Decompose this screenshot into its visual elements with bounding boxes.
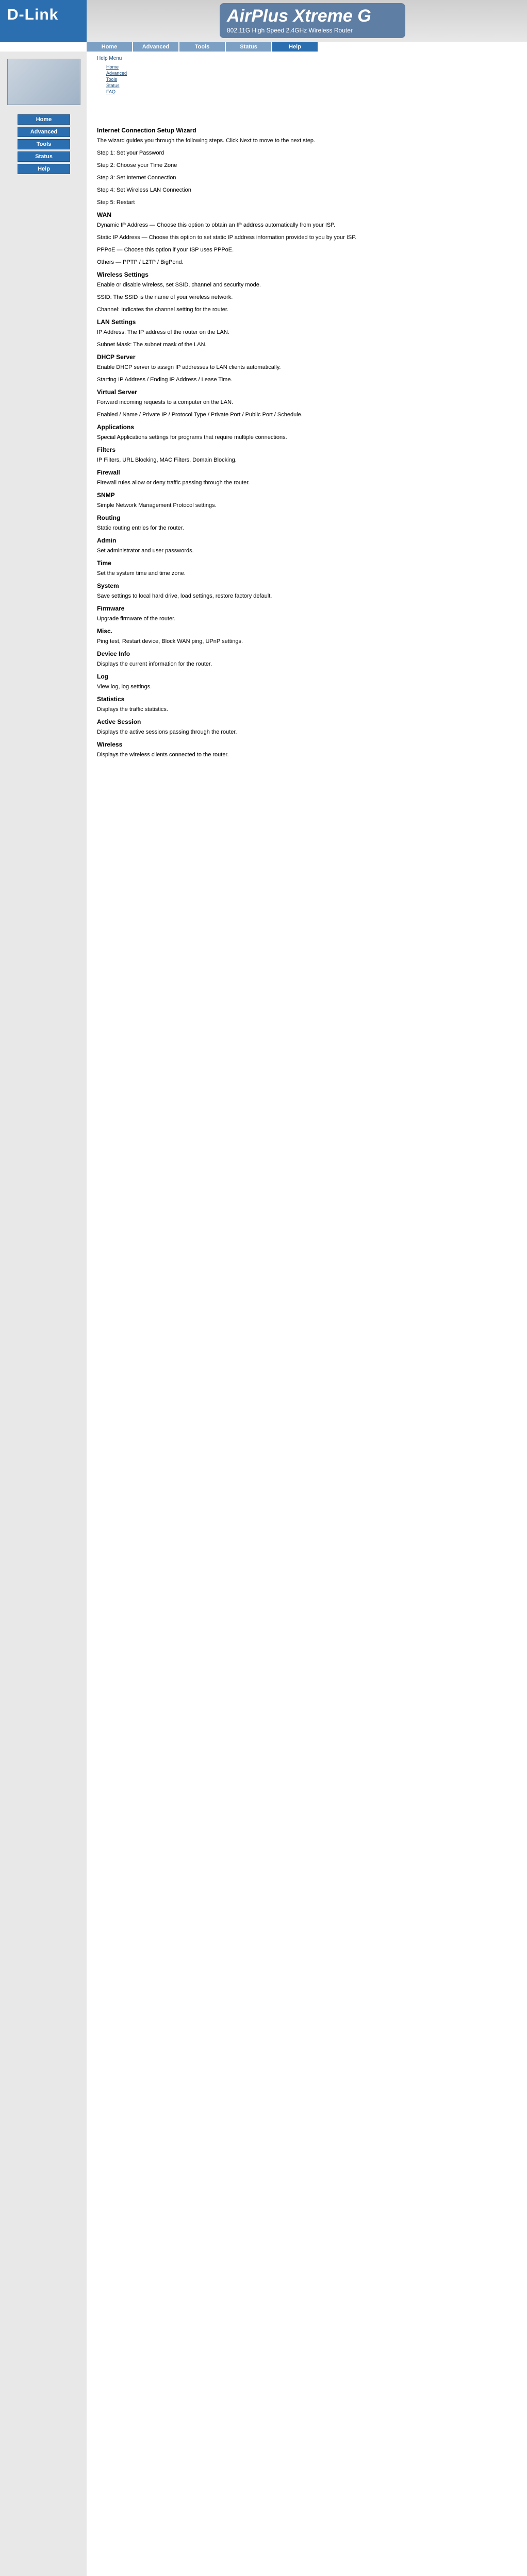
paragraph: Save settings to local hard drive, load settings, restore factory default. (97, 593, 272, 599)
router-image (7, 59, 80, 105)
section-title: Filters (97, 446, 116, 453)
paragraph: Forward incoming requests to a computer on the LAN. (97, 399, 234, 405)
help-text (97, 122, 509, 2576)
help-section (97, 514, 509, 532)
help-section (97, 560, 509, 577)
paragraph: Others — PPTP / L2TP / BigPond. (97, 259, 184, 265)
help-section (97, 718, 509, 736)
paragraph: Static IP Address — Choose this option to set static IP address information provided to you by your ISP. (97, 234, 357, 241)
product-badge (220, 3, 405, 38)
help-section (97, 628, 509, 645)
help-index-link-status[interactable]: Status (106, 83, 120, 88)
section-title: Wireless (97, 741, 123, 748)
help-section (97, 423, 509, 441)
sidebar-button-advanced[interactable]: Advanced (18, 127, 70, 137)
help-section (97, 318, 509, 348)
breadcrumb: Help Menu (97, 56, 122, 61)
tab-status[interactable]: Status (226, 42, 272, 52)
help-section (97, 650, 509, 668)
paragraph: Set the system time and time zone. (97, 570, 186, 577)
section-title: SNMP (97, 492, 115, 499)
sidebar (0, 52, 87, 2576)
tab-help[interactable]: Help (272, 42, 319, 52)
paragraph: Displays the traffic statistics. (97, 706, 168, 713)
paragraph: Dynamic IP Address — Choose this option to obtain an IP address automatically from your ISP. (97, 222, 336, 228)
paragraph: Displays the wireless clients connected to the router. (97, 752, 229, 758)
paragraph: IP Filters, URL Blocking, MAC Filters, Domain Blocking. (97, 457, 237, 463)
header (0, 0, 527, 42)
help-index-link-advanced[interactable]: Advanced (106, 71, 127, 76)
help-index-link-faq[interactable]: FAQ (106, 89, 116, 94)
paragraph: Firewall rules allow or deny traffic passing through the router. (97, 480, 250, 486)
paragraph: Ping test, Restart device, Block WAN ping, UPnP settings. (97, 638, 243, 645)
help-section (97, 127, 509, 206)
help-section (97, 673, 509, 690)
product-subtitle: 802.11G High Speed 2.4GHz Wireless Router (227, 27, 353, 34)
paragraph: Enable or disable wireless, set SSID, channel and security mode. (97, 282, 261, 288)
paragraph: Step 5: Restart (97, 199, 135, 206)
help-section (97, 492, 509, 509)
paragraph: Starting IP Address / Ending IP Address / Lease Time. (97, 377, 233, 383)
paragraph: Step 2: Choose your Time Zone (97, 162, 177, 168)
section-title: Routing (97, 514, 121, 521)
help-section (97, 388, 509, 418)
paragraph: View log, log settings. (97, 684, 152, 690)
main-content (87, 52, 527, 2576)
tab-tools[interactable]: Tools (179, 42, 226, 52)
section-title: LAN Settings (97, 318, 136, 326)
help-index (97, 64, 154, 117)
paragraph: Simple Network Management Protocol settings. (97, 502, 217, 509)
sidebar-button-status[interactable]: Status (18, 151, 70, 162)
help-section (97, 605, 509, 622)
help-section (97, 741, 509, 758)
help-section (97, 271, 509, 313)
section-title: Active Session (97, 718, 141, 725)
help-section (97, 469, 509, 486)
logo: D-Link (7, 6, 59, 23)
sidebar-button-help[interactable]: Help (18, 164, 70, 174)
section-title: System (97, 582, 119, 589)
product-title: AirPlus Xtreme G (227, 6, 371, 26)
section-title: WAN (97, 211, 111, 218)
help-section (97, 211, 509, 266)
paragraph: Special Applications settings for programs that require multiple connections. (97, 434, 287, 440)
brand-strip (87, 0, 527, 42)
paragraph: Channel: Indicates the channel setting for the router. (97, 307, 228, 313)
paragraph: Static routing entries for the router. (97, 525, 184, 531)
section-title: Log (97, 673, 108, 680)
sidebar-button-home[interactable]: Home (18, 114, 70, 125)
paragraph: Step 4: Set Wireless LAN Connection (97, 187, 191, 193)
paragraph: PPPoE — Choose this option if your ISP uses PPPoE. (97, 247, 234, 253)
paragraph: Step 1: Set your Password (97, 150, 164, 156)
help-section (97, 696, 509, 713)
paragraph: SSID: The SSID is the name of your wireless network. (97, 294, 233, 300)
paragraph: Enable DHCP server to assign IP addresses to LAN clients automatically. (97, 364, 281, 370)
paragraph: The wizard guides you through the following steps. Click Next to move to the next step. (97, 138, 316, 144)
paragraph: Subnet Mask: The subnet mask of the LAN. (97, 342, 207, 348)
paragraph: Upgrade firmware of the router. (97, 616, 176, 622)
section-title: Internet Connection Setup Wizard (97, 127, 196, 134)
help-index-link-tools[interactable]: Tools (106, 77, 118, 82)
logo-area (0, 0, 87, 42)
paragraph: Displays the current information for the router. (97, 661, 212, 667)
section-title: Applications (97, 423, 135, 431)
sidebar-button-tools[interactable]: Tools (18, 139, 70, 149)
paragraph: Displays the active sessions passing through the router. (97, 729, 237, 735)
section-title: Misc. (97, 628, 113, 635)
paragraph: IP Address: The IP address of the router on the LAN. (97, 329, 229, 335)
section-title: Time (97, 560, 111, 567)
help-section (97, 353, 509, 383)
section-title: Virtual Server (97, 388, 137, 396)
section-title: Wireless Settings (97, 271, 149, 278)
section-title: DHCP Server (97, 353, 136, 361)
section-title: Statistics (97, 696, 125, 703)
section-title: Firewall (97, 469, 120, 476)
help-section (97, 537, 509, 554)
section-title: Firmware (97, 605, 125, 612)
help-index-link-home[interactable]: Home (106, 64, 119, 70)
section-title: Device Info (97, 650, 130, 657)
top-tabs (87, 42, 527, 52)
help-section (97, 446, 509, 464)
paragraph: Step 3: Set Internet Connection (97, 175, 176, 181)
paragraph: Enabled / Name / Private IP / Protocol Type / Private Port / Public Port / Schedule. (97, 412, 303, 418)
tab-advanced[interactable]: Advanced (133, 42, 179, 52)
help-section (97, 582, 509, 600)
tab-home[interactable]: Home (87, 42, 133, 52)
paragraph: Set administrator and user passwords. (97, 548, 194, 554)
section-title: Admin (97, 537, 117, 544)
